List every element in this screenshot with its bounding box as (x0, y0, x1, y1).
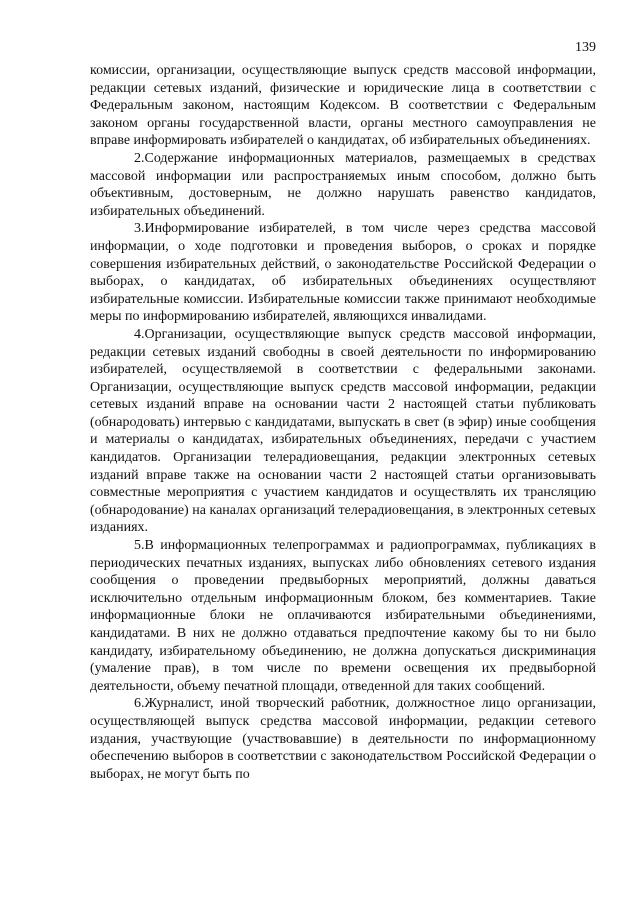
page-number: 139 (575, 40, 596, 55)
paragraph-2: 2.Содержание информационных материалов, размещаемых в средствах массовой информации или распространяемых иным способом, должно быть объективным, достоверным, не должно нарушать равенство кандидатов, избирательных объединений. (90, 150, 596, 219)
paragraph-continuation: комиссии, организации, осуществляющие выпуск средств массовой информации, редакции сетевых изданий, физические и юридические лица в соответствии с Федеральным законом, настоящим Кодексом. В соответствии с Федеральным законом органы государственной власти, органы местного самоуправления не вправе информировать избирателей о кандидатах, об избирательных объединениях. (90, 63, 596, 149)
paragraph-3: 3.Информирование избирателей, в том числе через средства массовой информации, о ходе подготовки и проведения выборов, о сроках и порядке совершения избирательных действий, о законодательстве Российской Федерации о выборах, о кандидатах, об избирательных объединениях осуществляют избирательные комиссии. Избирательные комиссии также принимают необходимые меры по информированию избирателей, являющихся инвалидами. (90, 221, 596, 325)
paragraph-5: 5.В информационных телепрограммах и радиопрограммах, публикациях в периодических печатных изданиях, выпусках либо обновлениях сетевого издания сообщения о проведении предвыборных мероприятий, должны даваться исключительно отдельным информационным блоком, без комментариев. Такие информационные блоки не оплачиваются избирательными объединениями, кандидатами. В них не должно отдаваться предпочтение какому бы то ни было кандидату, избирательному объединению, не должна допускаться дискриминация (умаление прав), в том числе по времени освещения их предвыборной деятельности, объему печатной площади, отведенной для таких сообщений. (90, 538, 596, 694)
body-text (90, 62, 596, 783)
paragraph-6: 6.Журналист, иной творческий работник, должностное лицо организации, осуществляющей выпуск средства массовой информации, редакции сетевого издания, участвующие (участвовавшие) в деятельности по информационному обеспечению выборов в соответствии с законодательством Российской Федерации о выборах, не могут быть по (90, 696, 596, 782)
paragraph-4: 4.Организации, осуществляющие выпуск средств массовой информации, редакции сетевых изданий свободны в своей деятельности по информированию избирателей, осуществляемой в соответствии с федеральными законами. Организации, осуществляющие выпуск средств массовой информации, редакции сетевых изданий вправе на основании части 2 настоящей статьи публиковать (обнародовать) интервью с кандидатами, выпускать в свет (в эфир) иные сообщения и материалы о кандидатах, избирательных объединениях, передачи с участием кандидатов. Организации телерадиовещания, редакции электронных сетевых изданий вправе также на основании части 2 настоящей статьи организовывать совместные мероприятия с участием кандидатов и осуществлять их трансляцию (обнародование) на каналах организаций телерадиовещания, в электронных сетевых изданиях. (90, 326, 596, 536)
